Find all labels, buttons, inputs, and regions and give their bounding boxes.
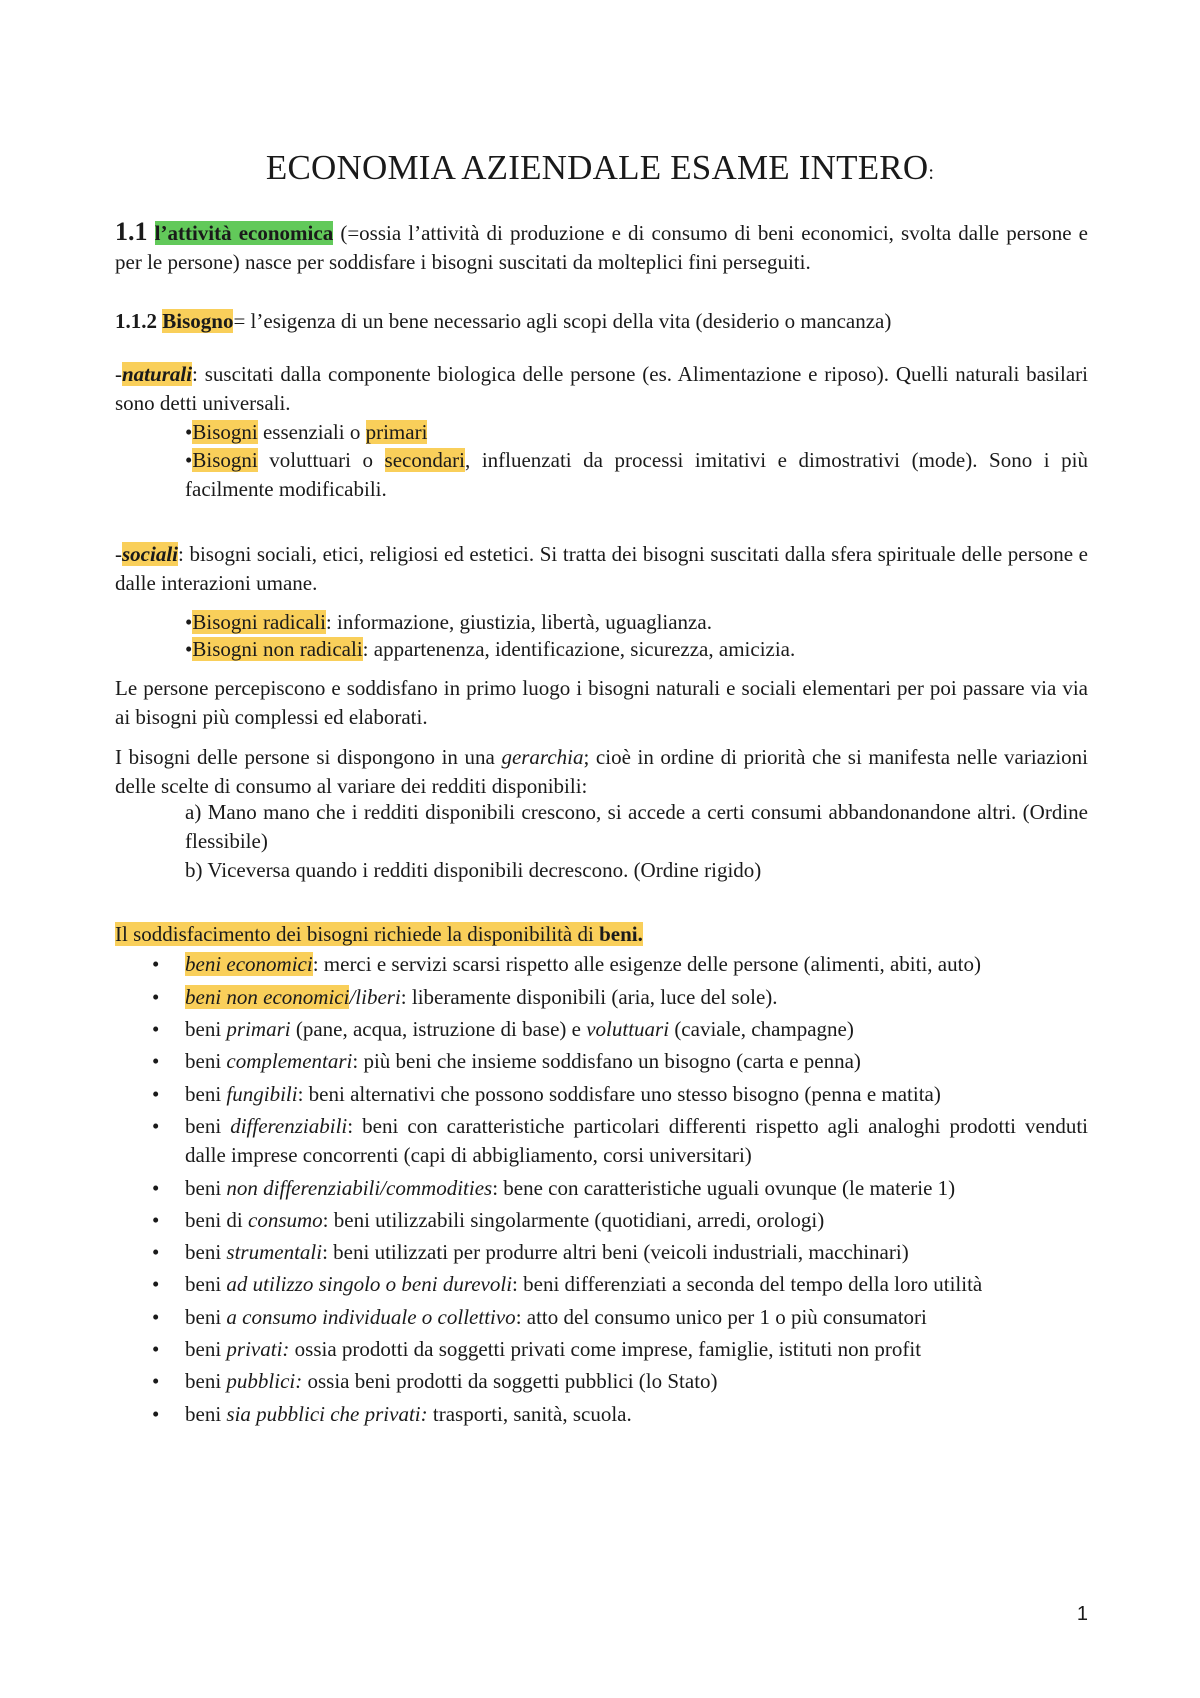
bullet-text: : informazione, giustizia, libertà, uguaglianza. [325, 610, 712, 634]
paragraph-gerarchia [115, 743, 1088, 801]
italic-term: /liberi [349, 985, 401, 1009]
bullet-mark: • [152, 1369, 160, 1393]
dash: - [115, 362, 122, 386]
italic-term: differenziabili [230, 1114, 348, 1138]
item-text: : merci e servizi scarsi rispetto alle esigenze delle persone (alimenti, abiti, auto) [312, 952, 981, 976]
bullet-mark: • [185, 637, 193, 661]
bullet-mark: • [152, 1176, 160, 1200]
item-text: : beni differenziati a seconda del tempo della loro utilità [512, 1272, 983, 1296]
section-number: 1.1.2 [115, 309, 163, 333]
beni-item-text [185, 1335, 1088, 1364]
section-text: = l’esigenza di un bene necessario agli scopi della vita (desiderio o mancanza) [233, 309, 892, 333]
naturali-bullet-2 [185, 446, 1088, 504]
highlighted-text: Il soddisfacimento dei bisogni richiede la disponibilità di [115, 922, 600, 946]
naturali-bullet-1 [185, 418, 1088, 447]
section-text: (=ossia l’attività di produzione e di consumo di beni economici, svolta dalle persone e per le persone) nasce per soddisfare i bisogni suscitati da molteplici fini perseguiti. [115, 221, 1088, 274]
highlighted-term: Bisogni [192, 448, 258, 472]
item-text: : beni utilizzati per produrre altri beni (veicoli industriali, macchinari) [322, 1240, 909, 1264]
italic-term: voluttuari [586, 1017, 670, 1041]
item-text: : liberamente disponibili (aria, luce del sole). [400, 985, 778, 1009]
beni-item-text [185, 1206, 1088, 1235]
highlighted-term: secondari [384, 448, 466, 472]
italic-term: a consumo individuale o collettivo [226, 1305, 516, 1329]
paragraph-text: : suscitati dalla componente biologica delle persone (es. Alimentazione e riposo). Quelli naturali basilari sono detti universali. [115, 362, 1088, 415]
item-text: : più beni che insieme soddisfano un bisogno (carta e penna) [352, 1049, 861, 1073]
item-text: trasporti, sanità, scuola. [427, 1402, 632, 1426]
italic-term: non differenziabili/commodities [226, 1176, 493, 1200]
item-text: beni [185, 1176, 227, 1200]
italic-term: privati: [226, 1337, 290, 1361]
italic-term: strumentali [226, 1240, 323, 1264]
highlighted-term: Bisogni [192, 420, 258, 444]
beni-item-text [185, 1367, 1088, 1396]
italic-term: fungibili [226, 1082, 298, 1106]
italic-term: pubblici: [226, 1369, 303, 1393]
beni-item-text [185, 1015, 1088, 1044]
dash: - [115, 542, 122, 566]
beni-intro [115, 920, 1088, 949]
item-text: beni [185, 1114, 231, 1138]
item-text: beni [185, 1402, 227, 1426]
bullet-mark: • [152, 1402, 160, 1426]
italic-term: beni non economici [185, 985, 350, 1009]
item-text: beni [185, 1305, 227, 1329]
bullet-mark: • [152, 1337, 160, 1361]
beni-item-text [185, 1112, 1088, 1170]
bullet-mark: • [185, 420, 193, 444]
beni-item-text [185, 1400, 1088, 1429]
bullet-text: : appartenenza, identificazione, sicurezza, amicizia. [362, 637, 796, 661]
section-1-1 [115, 217, 1088, 277]
bullet-mark: • [152, 1049, 160, 1073]
item-text: ossia beni prodotti da soggetti pubblici (lo Stato) [302, 1369, 718, 1393]
sociali-bullet-1 [185, 608, 1088, 637]
item-text: : atto del consumo unico per 1 o più consumatori [515, 1305, 927, 1329]
italic-term: primari [226, 1017, 291, 1041]
bullet-mark: • [152, 952, 160, 976]
highlighted-term: sociali [122, 542, 178, 566]
item-text: beni di [185, 1208, 248, 1232]
bullet-mark: • [152, 985, 160, 1009]
item-text: beni [185, 1337, 227, 1361]
page-title [0, 148, 1200, 188]
highlighted-term: Bisogni non radicali [192, 637, 363, 661]
bullet-text: voluttuari o [257, 448, 385, 472]
item-text: beni [185, 1049, 227, 1073]
bullet-mark: • [152, 1240, 160, 1264]
section-1-1-2 [115, 307, 1088, 336]
item-text: beni [185, 1240, 227, 1264]
highlighted-term: l’attività economica [154, 221, 334, 245]
italic-term: gerarchia [501, 745, 584, 769]
highlighted-term: naturali [122, 362, 193, 386]
beni-item-text [185, 1270, 1088, 1299]
item-text: (pane, acqua, istruzione di base) e [290, 1017, 587, 1041]
highlighted-term: Bisogno [162, 309, 234, 333]
bullet-mark: • [152, 1208, 160, 1232]
paragraph-percepiscono: Le persone percepiscono e soddisfano in primo luogo i bisogni naturali e sociali elementari per poi passare via via ai bisogni più complessi ed elaborati. [115, 676, 1088, 729]
page-number: 1 [1076, 1603, 1088, 1625]
beni-item-text [185, 1174, 1088, 1203]
title-colon: : [928, 162, 935, 184]
section-number: 1.1 [115, 217, 148, 246]
italic-term: complementari [226, 1049, 353, 1073]
beni-item-text [185, 950, 1088, 979]
italic-term: sia pubblici che privati: [226, 1402, 428, 1426]
item-text: beni [185, 1082, 227, 1106]
sociali-bullet-2 [185, 635, 1088, 664]
beni-item-text [185, 1080, 1088, 1109]
beni-item-text [185, 1303, 1088, 1332]
item-text: ossia prodotti da soggetti privati come imprese, famiglie, istituti non profit [289, 1337, 922, 1361]
bullet-mark: • [152, 1114, 160, 1138]
naturali-paragraph [115, 360, 1088, 418]
item-text: beni [185, 1272, 227, 1296]
item-text: (caviale, champagne) [669, 1017, 854, 1041]
beni-item-text [185, 1047, 1088, 1076]
italic-term: ad utilizzo singolo o beni durevoli [226, 1272, 513, 1296]
order-item-b: b) Viceversa quando i redditi disponibili decrescono. (Ordine rigido) [185, 858, 762, 882]
bullet-mark: • [185, 610, 193, 634]
item-text: : beni alternativi che possono soddisfare uno stesso bisogno (penna e matita) [297, 1082, 941, 1106]
highlighted-term: primari [365, 420, 428, 444]
item-text: : beni con caratteristiche particolari differenti rispetto agli analoghi prodotti venduti dalle imprese concorrenti (capi di abbigliamento, corsi universitari) [185, 1114, 1089, 1167]
item-text: beni [185, 1369, 227, 1393]
bullet-text: , influenzati da processi imitativi e dimostrativi (mode). Sono i più facilmente modificabili. [185, 448, 1088, 501]
bullet-text: essenziali o [257, 420, 366, 444]
highlighted-term: Bisogni radicali [192, 610, 326, 634]
bullet-mark: • [185, 448, 193, 472]
order-item-a: a) Mano mano che i redditi disponibili crescono, si accede a certi consumi abbandonandone altri. (Ordine flessibile) [185, 800, 1088, 853]
italic-term: beni economici [185, 952, 313, 976]
bullet-mark: • [152, 1082, 160, 1106]
italic-term: consumo [248, 1208, 323, 1232]
paragraph-text: ; cioè in ordine di priorità che si manifesta nelle variazioni delle scelte di consumo al variare dei redditi disponibili: [115, 745, 1088, 798]
paragraph-text: I bisogni delle persone si dispongono in una [115, 745, 502, 769]
sociali-paragraph [115, 540, 1088, 598]
bullet-mark: • [152, 1305, 160, 1329]
beni-item-text [185, 1238, 1088, 1267]
beni-item-text [185, 983, 1088, 1012]
item-text: beni [185, 1017, 227, 1041]
title-text: ECONOMIA AZIENDALE ESAME INTERO [265, 148, 929, 187]
item-text: : beni utilizzabili singolarmente (quotidiani, arredi, orologi) [322, 1208, 825, 1232]
bullet-mark: • [152, 1017, 160, 1041]
item-text: : bene con caratteristiche uguali ovunque (le materie 1) [492, 1176, 956, 1200]
bullet-mark: • [152, 1272, 160, 1296]
paragraph-text: : bisogni sociali, etici, religiosi ed estetici. Si tratta dei bisogni suscitati dalla sfera spirituale delle persone e dalle interazioni umane. [115, 542, 1088, 595]
highlighted-term: beni. [599, 922, 643, 946]
